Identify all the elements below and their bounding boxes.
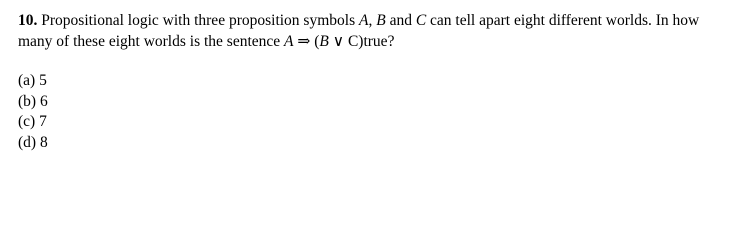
separator: and bbox=[385, 12, 416, 29]
variable-c: C bbox=[415, 12, 427, 29]
variable-a: A bbox=[359, 12, 369, 29]
option-d: (d) 8 bbox=[18, 133, 48, 151]
question-text-part2: can tell apart eight different worlds. In how many of these eight worlds is the sentence bbox=[18, 12, 700, 50]
sentence-variable-c: C) bbox=[347, 33, 364, 50]
question-text-part1: Propositional logic with three proposition symbols bbox=[37, 12, 359, 29]
question-text bbox=[18, 10, 730, 52]
sentence-variable-a: A bbox=[284, 33, 294, 50]
question-text-part3: true? bbox=[363, 33, 395, 50]
variable-b: B bbox=[376, 12, 386, 29]
or-symbol: ∨ bbox=[328, 33, 348, 50]
option-a: (a) 5 bbox=[18, 72, 47, 89]
option-b: (b) 6 bbox=[18, 92, 48, 110]
separator: , bbox=[368, 12, 377, 29]
answer-options bbox=[18, 71, 48, 153]
option-c: (c) 7 bbox=[18, 113, 47, 130]
implies-symbol: ⇒ ( bbox=[293, 33, 320, 50]
question-number: 10. bbox=[18, 12, 38, 29]
sentence-variable-b: B bbox=[319, 33, 329, 50]
